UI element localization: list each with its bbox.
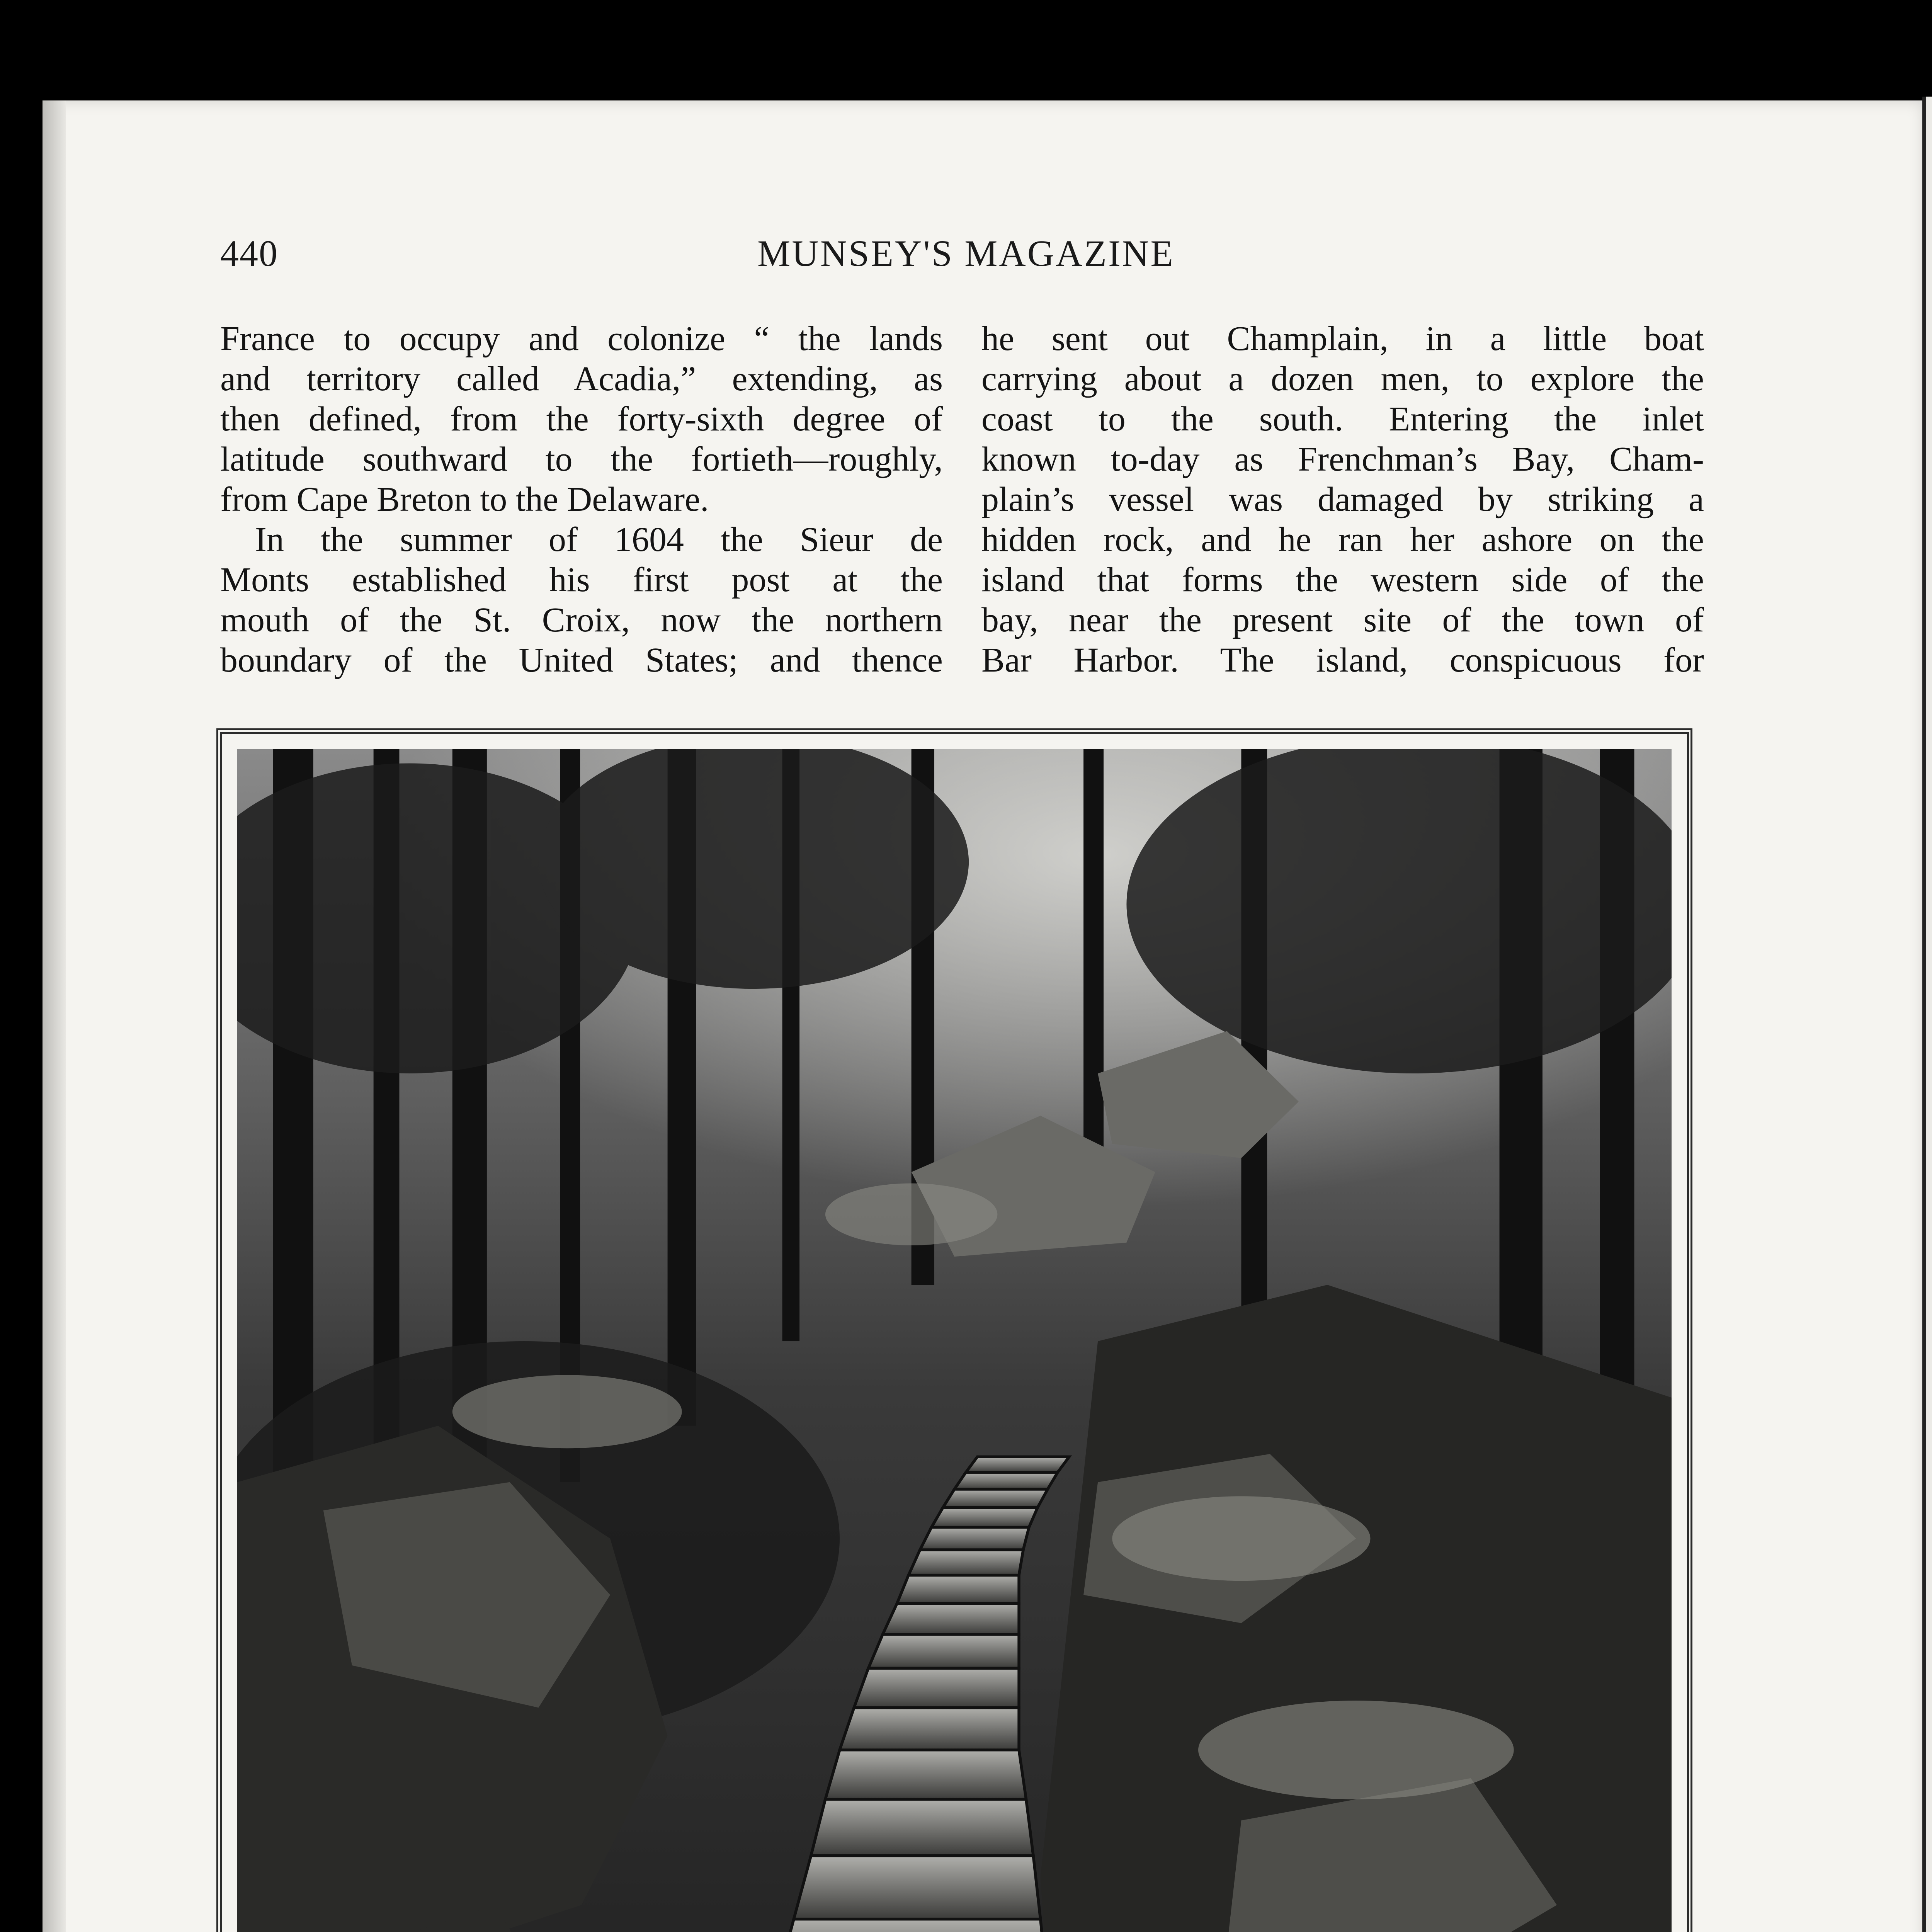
text-line: carrying about a dozen men, to explore the	[981, 360, 1704, 398]
right-text-column	[981, 319, 1704, 680]
page-number: 440	[220, 233, 278, 274]
page-binding-edge	[43, 100, 66, 1932]
text-line: hidden rock, and he ran her ashore on the	[981, 520, 1704, 559]
text-line: coast to the south. Entering the inlet	[981, 400, 1704, 438]
text-line: and territory called Acadia,” extending, as	[220, 360, 943, 398]
text-line: plain’s vessel was damaged by striking a	[981, 480, 1704, 519]
text-line: Bar Harbor. The island, conspicuous for	[981, 641, 1704, 679]
running-title: MUNSEY'S MAGAZINE	[757, 233, 1175, 274]
text-line: from Cape Breton to the Delaware.	[220, 480, 709, 519]
next-page-edge	[1922, 97, 1932, 1932]
photo-frame	[216, 728, 1692, 1932]
text-line: he sent out Champlain, in a little boat	[981, 320, 1704, 358]
text-line: Monts established his first post at the	[220, 561, 943, 599]
text-line: bay, near the present site of the town of	[981, 601, 1704, 639]
text-line: In the summer of 1604 the Sieur de	[255, 520, 943, 559]
text-line: mouth of the St. Croix, now the northern	[220, 601, 943, 639]
page-header	[220, 232, 1712, 286]
text-line: then defined, from the forty-sixth degree of	[220, 400, 943, 438]
stone-stairway-photo	[237, 749, 1672, 1932]
text-line: known to-day as Frenchman’s Bay, Cham-	[981, 440, 1704, 478]
text-line: latitude southward to the fortieth—roughly,	[220, 440, 943, 478]
text-line: France to occupy and colonize “ the lands	[220, 320, 943, 358]
text-line: island that forms the western side of the	[981, 561, 1704, 599]
text-line: boundary of the United States; and thence	[220, 641, 943, 679]
left-text-column	[220, 319, 943, 680]
